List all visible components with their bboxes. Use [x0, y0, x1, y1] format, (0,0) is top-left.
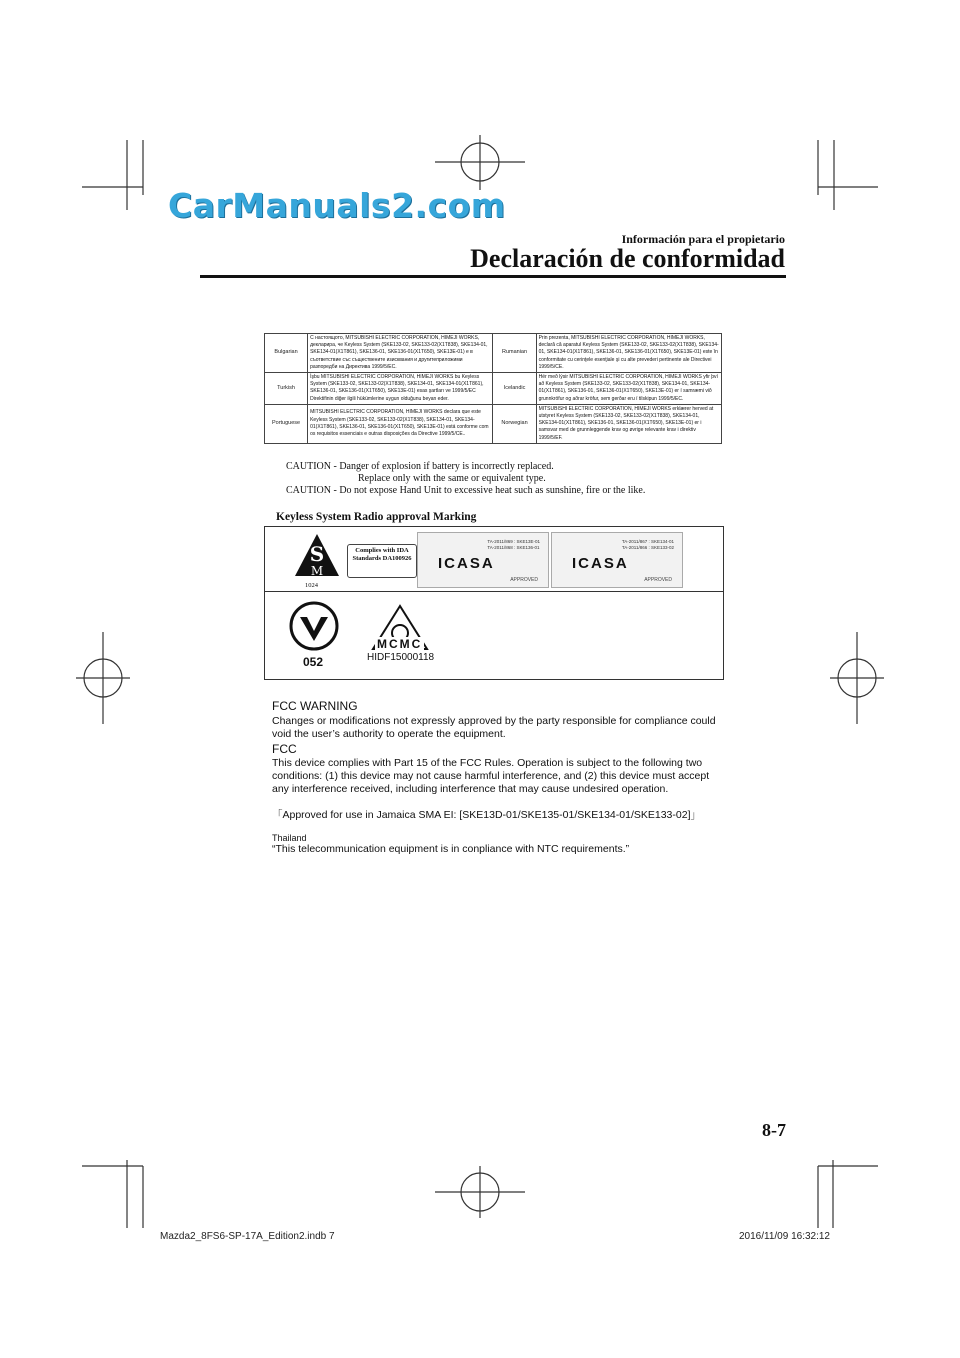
mcmc-logo: MCMC — [377, 637, 423, 651]
fcc-title: FCC — [272, 742, 297, 756]
language-label: Bulgarian — [265, 334, 308, 373]
marking-heading: Keyless System Radio approval Marking — [276, 511, 477, 523]
icasa-logo: ICASA — [572, 555, 629, 572]
caution-heat — [286, 485, 645, 497]
approved-label: APPROVED — [510, 577, 538, 583]
caution-text-continued: Replace only with the same or equivalent type. — [358, 473, 546, 484]
jamaica-approval: 「Approved for use in Jamaica SMA EI: [SKE13D-01/SKE135-01/SKE134-01/SKE133-02]」 — [272, 809, 701, 821]
declaration-table — [264, 333, 722, 444]
approved-label: APPROVED — [644, 577, 672, 583]
language-label: Icelandic — [493, 373, 536, 405]
icasa-logo: ICASA — [438, 555, 495, 572]
caution-label: CAUTION - — [286, 461, 337, 472]
ukraine-conformity-icon — [287, 599, 341, 653]
section-subtitle: Información para el propietario — [621, 232, 785, 246]
fcc-warning-text: Changes or modifications not expressly approved by the party responsible for compliance could void the user’s authority to operate the equipment. — [272, 715, 716, 740]
language-label: Norwegian — [493, 404, 536, 443]
ukraine-number: 052 — [303, 655, 324, 669]
thailand-title: Thailand — [272, 833, 307, 843]
declaration-text: Hér með lýsir MITSUBISHI ELECTRIC CORPORATION, HIMEJI WORKS yfir því að Keyless System (SKE133-02, SKE133-02(X1T838), SKE134-01, SKE134-01(X1T861), SKE136-01, SKE136-01(X1T650), SKE13E-01) er í samræmi við grunnkröfur og aðrar kröfur, sem gerðar eru í tilskipun 1999/5/EC. — [536, 373, 721, 405]
icasa-license-list — [487, 539, 540, 551]
license-line: TA-2011/868 : SKE136-01 — [487, 545, 540, 550]
declaration-text: MITSUBISHI ELECTRIC CORPORATION, HIMEJI WORKS erklærer herved at utstyret Keyless System (SKE133-02, SKE133-02(X1T838), SKE134-01, SKE134-01(X1T861), SKE136-01, SKE136-01(X1T650), SKE13E-01) er i samsvar med de grunnleggende krav og øvrige relevante krav i direktiv 1999/5/EF. — [536, 404, 721, 443]
caution-text: Do not expose Hand Unit to excessive heat such as sunshine, fire or the like. — [339, 485, 646, 496]
icasa-approval-label — [417, 532, 549, 588]
approval-marks-box — [264, 526, 724, 680]
language-label: Turkish — [265, 373, 308, 405]
marks-divider — [265, 591, 723, 592]
mcmc-id: HIDF15000118 — [367, 652, 435, 663]
license-line: TA-2011/866 : SKE133-02 — [621, 545, 674, 550]
declaration-text: Prin prezenta, MITSUBISHI ELECTRIC CORPORATION, HIMEJI WORKS, declară că aparatul Keyless System (SKE133-02, SKE133-02(X1T838), SKE134-01, SKE134-01(X1T861), SKE136-01, SKE136-01(X1T650), SKE13E-01) este în conformitate cu cerinţele esenţiale şi cu alte prevederi pertinente ale Directivei 1999/5/CE. — [536, 334, 721, 373]
fcc-warning-title: FCC WARNING — [272, 699, 358, 713]
caution-battery — [286, 461, 554, 473]
rcm-mark-icon — [291, 531, 343, 587]
svg-text:S: S — [309, 542, 325, 566]
rcm-number: 1024 — [305, 582, 318, 589]
table-row — [265, 334, 722, 373]
thailand-text: “This telecommunication equipment is in conpliance with NTC requirements.” — [272, 843, 630, 855]
table-row — [265, 373, 722, 405]
ida-compliance-label: Complies with IDA Standards DA100926 — [347, 544, 417, 578]
declaration-text: MITSUBISHI ELECTRIC CORPORATION, HIMEJI WORKS declara que este Keyless System (SKE133-02, SKE133-02(X1T838), SKE134-01, SKE134-01(X1T861), SKE136-01, SKE136-01(X1T650), SKE13E-01) está conforme com os requisitos essenciais e outras disposições da Directive 1999/5/CE.. — [308, 404, 493, 443]
license-line: TA-2011/869 : SKE13E-01 — [487, 539, 540, 544]
icasa-approval-label — [551, 532, 683, 588]
fcc-text: This device complies with Part 15 of the FCC Rules. Operation is subject to the following two conditions: (1) this device may not cause harmful interference, and (2) this device must accept any interference received, including interference that may cause undesired operation. — [272, 757, 710, 795]
watermark-logo[interactable]: CarManuals2.com — [168, 186, 506, 225]
license-line: TA-2011/867 : SKE134-01 — [621, 539, 674, 544]
page-title: Declaración de conformidad — [470, 244, 785, 273]
footer-filename: Mazda2_8FS6-SP-17A_Edition2.indb 7 — [160, 1231, 335, 1242]
header-rule — [200, 275, 786, 278]
declaration-text: İşbu MITSUBISHI ELECTRIC CORPORATION, HIMEJI WORKS bu Keyless System (SKE133-02, SKE133-02(X1T838), SKE134-01, SKE134-01(X1T861), SKE136-01, SKE136-01(X1T650), SKE13E-01) esas şartları ve 1999/5/EC Direktifinin diğer ilgili hükümlerine uygun olduğunu beyan eder. — [308, 373, 493, 405]
language-label: Portuguese — [265, 404, 308, 443]
table-row — [265, 404, 722, 443]
declaration-text: С настоящото, MITSUBISHI ELECTRIC CORPORATION, HIMEJI WORKS, декларира, че Keyless System (SKE133-02, SKE133-02(X1T838), SKE134-01, SKE134-01(X1T861), SKE136-01, SKE136-01(X1T650), SKE13E-01) е в съответствие със съществените изисквания и другитеприложими разпоредби на Директива 1999/5/ЕС. — [308, 334, 493, 373]
svg-text:M: M — [310, 564, 324, 578]
caution-label: CAUTION - — [286, 485, 337, 496]
footer-timestamp: 2016/11/09 16:32:12 — [738, 1231, 830, 1242]
page-number: 8-7 — [762, 1120, 786, 1140]
language-label: Rumanian — [493, 334, 536, 373]
icasa-license-list — [622, 539, 674, 551]
caution-text: Danger of explosion if battery is incorrectly replaced. — [339, 461, 554, 472]
